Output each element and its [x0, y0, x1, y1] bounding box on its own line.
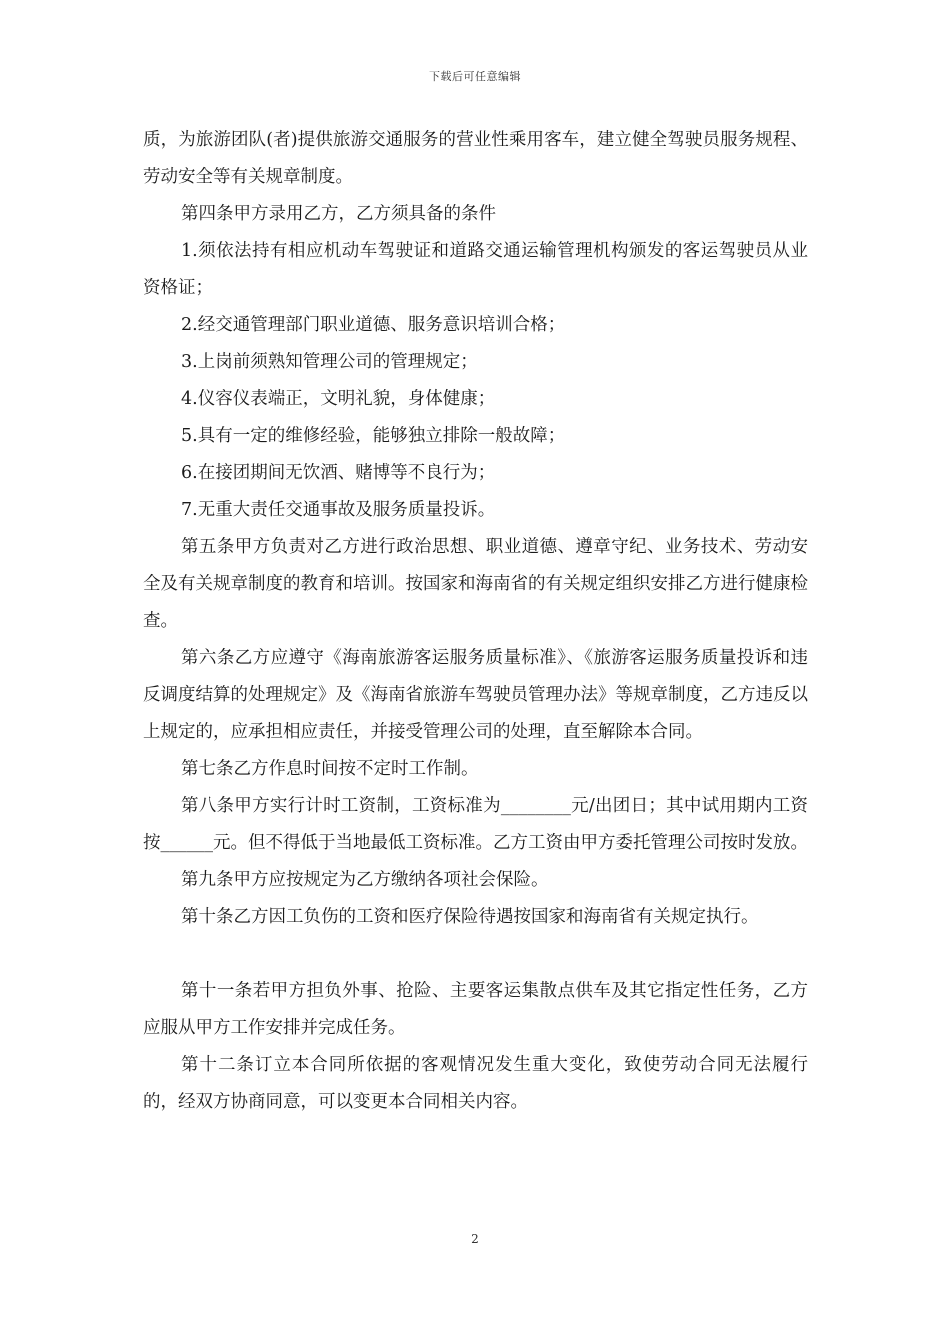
- list-item: 6.在接团期间无饮酒、赌博等不良行为；: [181, 463, 496, 483]
- article-4-heading: 第四条甲方录用乙方，乙方须具备的条件: [181, 204, 496, 224]
- document-body: [143, 122, 808, 1121]
- page-header: 下载后可任意编辑: [429, 70, 521, 83]
- list-item: 2.经交通管理部门职业道德、服务意识培训合格；: [181, 315, 566, 335]
- article-5: 第五条甲方负责对乙方进行政治思想、职业道德、遵章守纪、业务技术、劳动安全及有关规章制度的教育和培训。按国家和海南省的有关规定组织安排乙方进行健康检查。: [143, 537, 808, 631]
- article-10: 第十条乙方因工负伤的工资和医疗保险待遇按国家和海南省有关规定执行。: [181, 907, 759, 927]
- list-item: 7.无重大责任交通事故及服务质量投诉。: [181, 500, 496, 520]
- blank-line: [143, 936, 808, 973]
- article-9: 第九条甲方应按规定为乙方缴纳各项社会保险。: [181, 870, 549, 890]
- list-item: 3.上岗前须熟知管理公司的管理规定；: [181, 352, 478, 372]
- article-8: 第八条甲方实行计时工资制，工资标准为________元/出团日；其中试用期内工资按______元。但不得低于当地最低工资标准。乙方工资由甲方委托管理公司按时发放。: [143, 796, 808, 853]
- article-6: 第六条乙方应遵守《海南旅游客运服务质量标准》、《旅游客运服务质量投诉和违反调度结算的处理规定》及《海南省旅游车驾驶员管理办法》等规章制度，乙方违反以上规定的，应承担相应责任，并接受管理公司的处理，直至解除本合同。: [143, 648, 808, 742]
- article-11: 第十一条若甲方担负外事、抢险、主要客运集散点供车及其它指定性任务，乙方应服从甲方工作安排并完成任务。: [143, 981, 808, 1038]
- page-number: 2: [471, 1232, 479, 1246]
- article-12: 第十二条订立本合同所依据的客观情况发生重大变化，致使劳动合同无法履行的，经双方协商同意，可以变更本合同相关内容。: [143, 1055, 808, 1112]
- paragraph: 质，为旅游团队(者)提供旅游交通服务的营业性乘用客车，建立健全驾驶员服务规程、劳动安全等有关规章制度。: [143, 130, 808, 187]
- list-item: 4.仪容仪表端正，文明礼貌，身体健康；: [181, 389, 496, 409]
- article-7: 第七条乙方作息时间按不定时工作制。: [181, 759, 479, 779]
- list-item: 1.须依法持有相应机动车驾驶证和道路交通运输管理机构颁发的客运驾驶员从业资格证；: [143, 241, 808, 298]
- list-item: 5.具有一定的维修经验，能够独立排除一般故障；: [181, 426, 566, 446]
